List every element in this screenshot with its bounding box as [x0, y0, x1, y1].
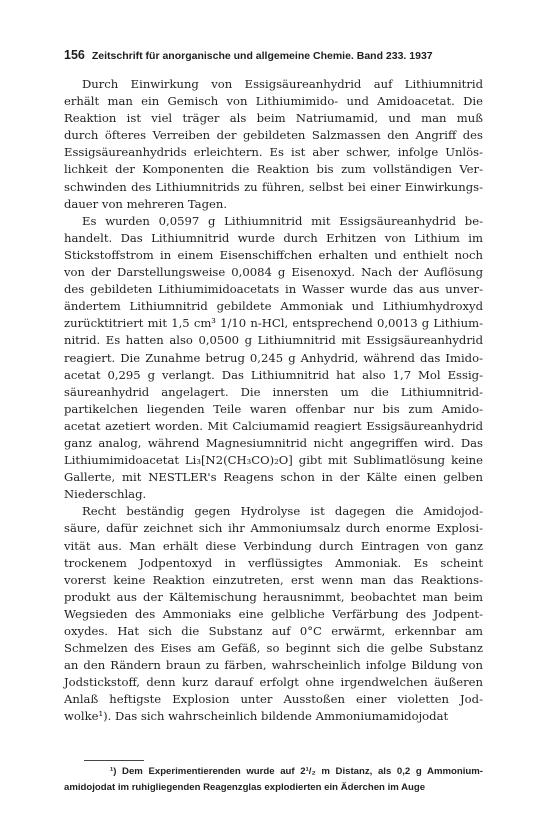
text-line: Gallerte, mit NESTLER's Reagens schon in der Kälte einen gelben	[64, 470, 483, 485]
text-line: partikelchen liegenden Teile waren offenbar nur bis zum Amido-	[64, 401, 483, 416]
text-line: Reaktion ist viel träger als beim Natriumamid, und man muß	[64, 111, 483, 126]
text-line: Anlaß heftigste Explosion unter Ausstoßen einer violetten Jod-	[64, 692, 483, 707]
text-line: Durch Einwirkung von Essigsäureanhydrid auf Lithiumnitrid	[82, 77, 483, 91]
text-line: erhält man ein Gemisch von Lithiumimido- und Amidoacetat. Die	[64, 94, 483, 109]
paragraph	[64, 213, 483, 504]
text-line: oxydes. Hat sich die Substanz auf 0°C erwärmt, erkennbar am	[64, 624, 483, 638]
page-number: 156	[64, 48, 85, 62]
text-line: trockenem Jodpentoxyd in verflüssigtes Ammoniak. Es scheint	[64, 555, 483, 570]
text-line: nitrid. Es hatten also 0,0500 g Lithiumnitrid mit Essigsäureanhydrid	[64, 333, 483, 348]
running-header	[64, 48, 482, 62]
text-line: acetat 0,295 g verlangt. Das Lithiumnitrid hat also 1,7 Mol Essig-	[64, 367, 483, 382]
text-line: Essigsäureanhydrids erleichtern. Es ist aber schwer, infolge Unlös-	[64, 145, 483, 160]
footnote	[64, 764, 483, 796]
body-text	[64, 76, 483, 726]
text-line: an den Rändern braun zu färben, wahrscheinlich infolge Bildung von	[64, 658, 483, 673]
text-line: acetat azetiert worden. Mit Calciumamid reagiert Essigsäureanhydrid	[64, 418, 483, 433]
text-line: ändertem Lithiumnitrid gebildete Ammoniak und Lithiumhydroxyd	[64, 299, 483, 314]
text-line: säure, dafür zeichnet sich ihr Ammoniumsalz durch enorme Explosi-	[64, 521, 483, 536]
text-line: lichkeit der Komponenten die Reaktion bis zum vollständigen Ver-	[64, 162, 483, 177]
text-line: Recht beständig gegen Hydrolyse ist dagegen die Amidojod-	[82, 504, 483, 519]
text-line: Wegsieden des Ammoniaks eine gelbliche Verfärbung des Jodpent-	[64, 606, 483, 621]
text-line: handelt. Das Lithiumnitrid wurde durch Erhitzen von Lithium im	[64, 230, 483, 245]
text-line: vität aus. Man erhält diese Verbindung durch Eintragen von ganz	[64, 538, 483, 553]
text-line: Schmelzen des Eises am Gefäß, so beginnt sich die gelbe Substanz	[64, 641, 483, 656]
text-line: produkt aus der Kältemischung herausnimmt, beobachtet man beim	[64, 589, 483, 604]
text-line: von der Darstellungsweise 0,0084 g Eisenoxyd. Nach der Auflösung	[64, 265, 483, 280]
text-line: ganz analog, während Magnesiumnitrid nicht angegriffen wird. Das	[64, 435, 483, 450]
text-line: Niederschlag.	[64, 487, 147, 502]
footnote-line: ¹) Dem Experimentierenden wurde auf 2¹/₂ m Distanz, als 0,2 g Ammonium-	[110, 766, 483, 777]
paragraph	[64, 76, 483, 213]
running-title: Zeitschrift für anorganische und allgemeine Chemie. Band 233. 1937	[91, 50, 433, 62]
text-line: des gebildeten Lithiumimidoacetats in Wasser wurde das aus unver-	[64, 282, 483, 297]
text-line: dauer von mehreren Tagen.	[64, 196, 228, 211]
text-line: säureanhydrid angelagert. Die innersten um die Lithiumnitrid-	[64, 384, 483, 399]
text-line: Es wurden 0,0597 g Lithiumnitrid mit Essigsäureanhydrid be-	[82, 213, 483, 228]
text-line: Lithiumimidoacetat Li₃[N2(CH₃CO)₂O] gibt mit Sublimatlösung keine	[64, 453, 483, 468]
text-line: wolke¹). Das sich wahrscheinlich bildende Ammoniumamidojodat	[64, 709, 449, 724]
text-line: Jodstickstoff, denn kurz darauf erfolgt ohne irgendwelchen äußeren	[64, 675, 483, 690]
text-line: vorerst keine Reaktion einzutreten, erst wenn man das Reaktions-	[64, 572, 483, 587]
text-line: durch öfteres Verreiben der gebildeten Salzmassen den Angriff des	[64, 128, 483, 143]
text-line: zurücktitriert mit 1,5 cm³ 1/10 n-HCl, entsprechend 0,0013 g Lithium-	[64, 316, 483, 331]
footnote-rule	[84, 760, 144, 761]
text-line: reagiert. Die Zunahme betrug 0,245 g Anhydrid, während das Imido-	[64, 350, 483, 365]
paragraph	[64, 503, 483, 725]
footnote-line: amidojodat im ruhigliegenden Reagenzglas explodierten ein Äderchen im Auge	[64, 782, 426, 793]
text-line: Stickstoffstrom in einem Eisenschiffchen erhalten und enthielt noch	[64, 247, 483, 262]
text-line: schwinden des Lithiumnitrids zu führen, selbst bei einer Einwirkungs-	[64, 179, 483, 194]
